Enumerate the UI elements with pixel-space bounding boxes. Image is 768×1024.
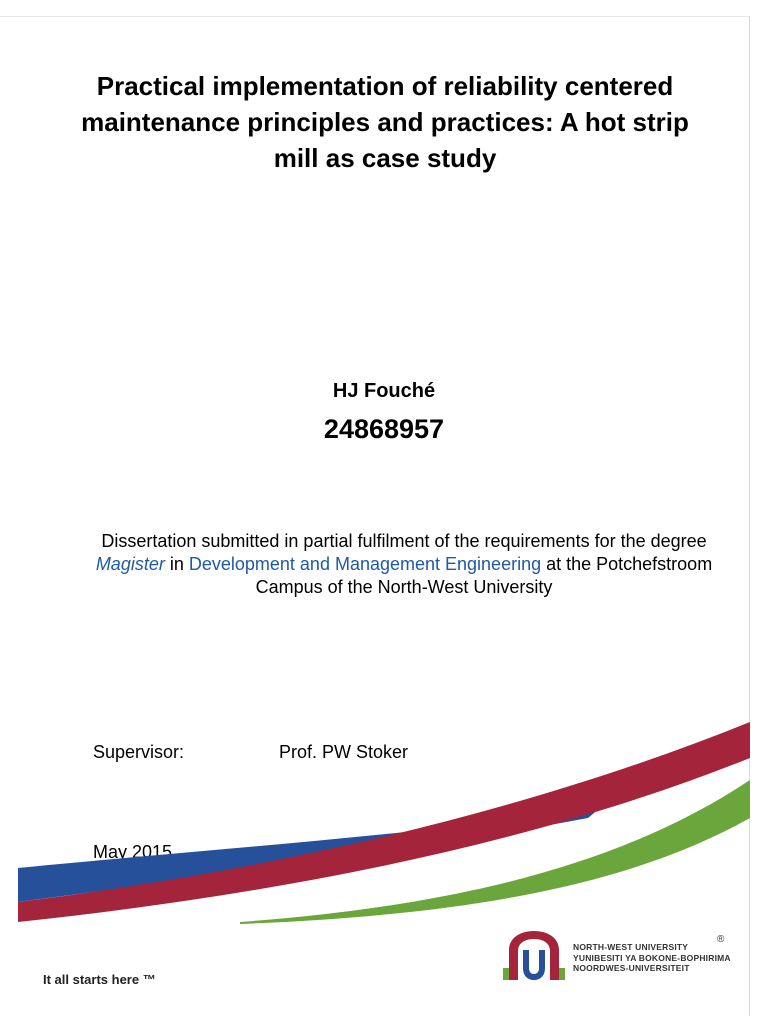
supervisor-label: Supervisor: — [93, 742, 185, 762]
university-name — [573, 942, 731, 974]
university-name-afrikaans: NOORDWES-UNIVERSITEIT — [573, 963, 690, 973]
student-number: 24868957 — [323, 414, 445, 444]
university-logo-icon — [503, 928, 565, 984]
decorative-swoosh — [0, 700, 768, 940]
dissertation-statement — [80, 530, 728, 599]
author-name: HJ Fouché — [332, 380, 436, 402]
statement-text-in: in — [164, 554, 189, 574]
program-name: Development and Management Engineering — [188, 554, 542, 574]
page-title: Practical implementation of reliability centered maintenance principles and practices: A hot strip mill as case study — [81, 71, 689, 173]
university-tagline: It all starts here ™ — [43, 972, 156, 987]
swoosh-red-band — [18, 722, 750, 922]
university-name-setswana: YUNIBESITI YA BOKONE-BOPHIRIMA — [573, 952, 731, 963]
submission-date: May 2015 — [93, 842, 173, 862]
degree-name: Magister — [95, 554, 165, 574]
statement-text: Dissertation submitted in partial fulfilment of the requirements for the degree — [101, 531, 707, 551]
supervisor-name: Prof. PW Stoker — [279, 742, 409, 762]
registered-mark: ® — [717, 934, 725, 945]
university-name-english: NORTH-WEST UNIVERSITY — [573, 942, 689, 952]
statement-text-campus: at the Potchefstroom Campus of the North-West University — [255, 554, 713, 597]
